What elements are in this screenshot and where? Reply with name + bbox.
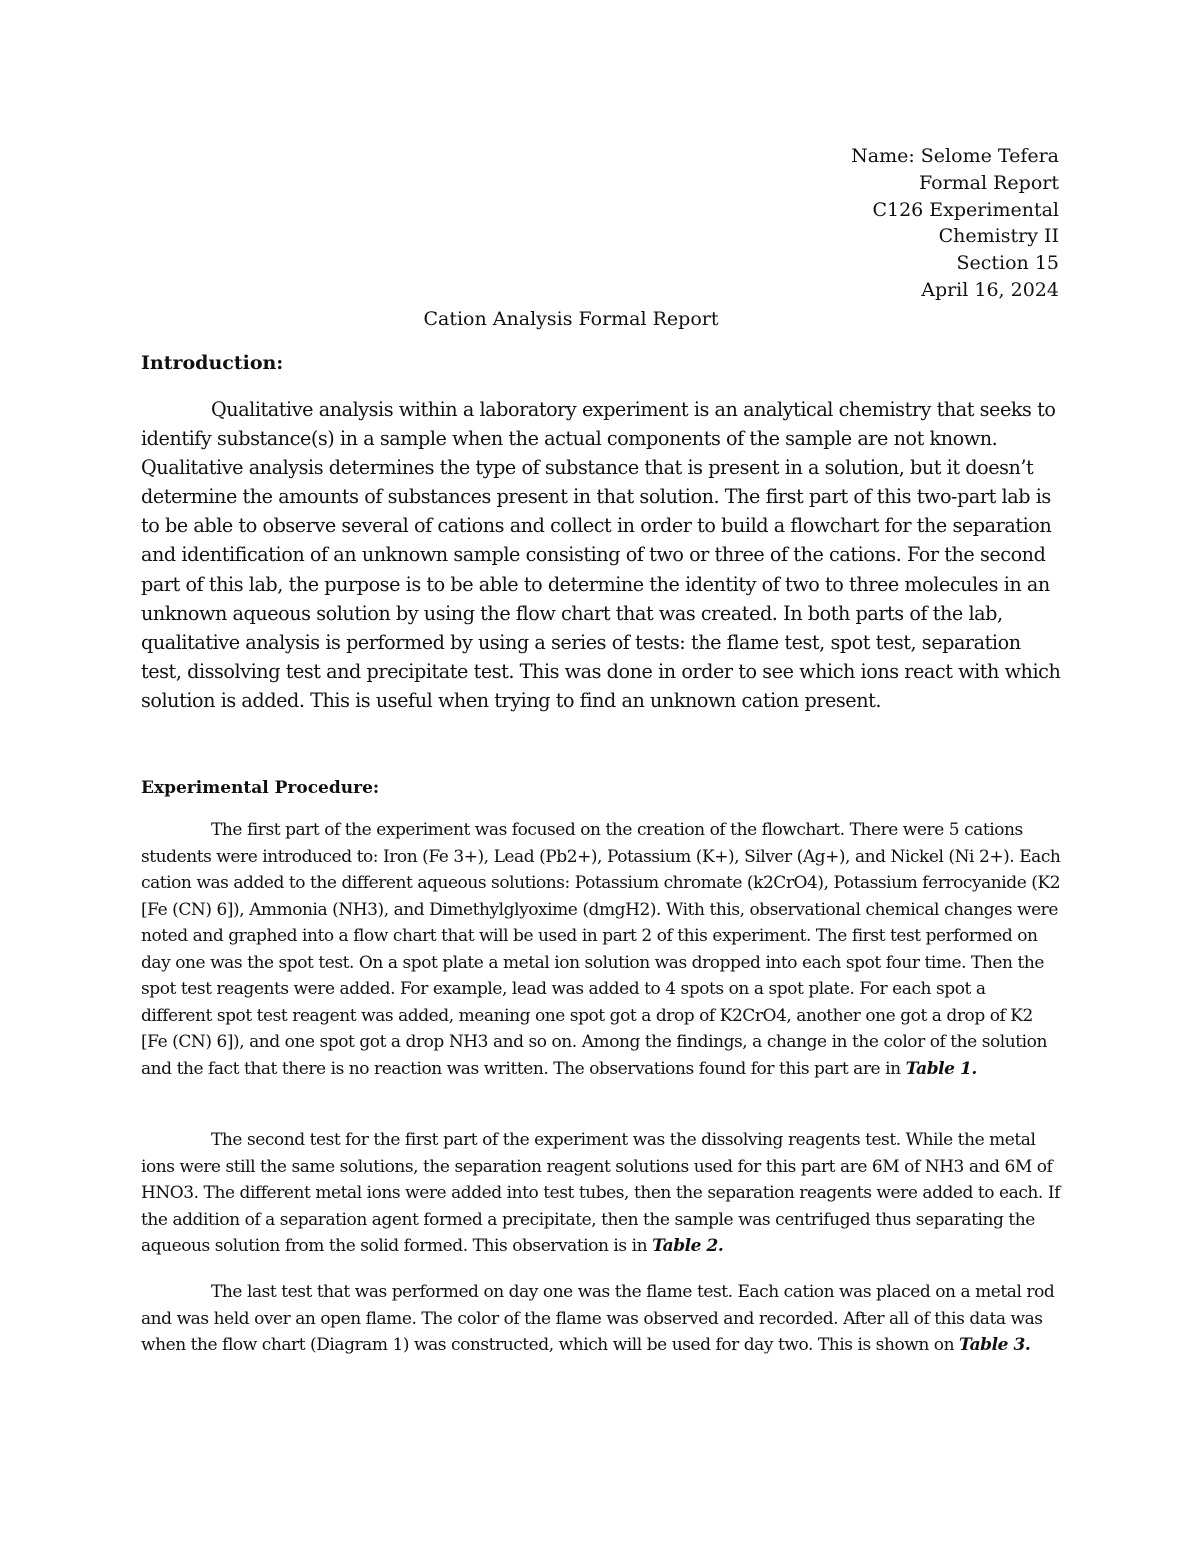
procedure-paragraph-3 bbox=[141, 1279, 1061, 1359]
procedure-heading: Experimental Procedure: bbox=[141, 778, 380, 798]
report-type: Formal Report bbox=[919, 171, 1059, 194]
introduction-paragraph: Qualitative analysis within a laboratory experiment is an analytical chemistry that seeks to identify substance(s) in a sample when the actual components of the sample are not known. Qualitative analysis determines the type of substance that is present in a solution, but it doesn’t determine the amounts of substances present in that solution. The first part of this two-part lab is to be able to observe several of cations and collect in order to build a flowchart for the separation and identification of an unknown sample consisting of two or three of the cations. For the second part of this lab, the purpose is to be able to determine the identity of two to three molecules in an unknown aqueous solution by using the flow chart that was created. In both parts of the lab, qualitative analysis is performed by using a series of tests: the flame test, spot test, separation test, dissolving test and precipitate test. This was done in order to see which ions react with which solution is added. This is useful when trying to find an unknown cation present. bbox=[141, 398, 1061, 712]
procedure-paragraph-2 bbox=[141, 1127, 1061, 1260]
table-3-reference: Table 3. bbox=[959, 1335, 1031, 1355]
author-header bbox=[851, 143, 1059, 304]
report-title: Cation Analysis Formal Report bbox=[423, 308, 719, 330]
table-1-reference: Table 1. bbox=[905, 1058, 977, 1079]
course-name-line1: C126 Experimental bbox=[872, 198, 1059, 221]
course-name-line2: Chemistry II bbox=[938, 225, 1059, 248]
procedure-paragraph-3-text: The last test that was performed on day one was the flame test. Each cation was placed on a metal rod and was held over an open flame. The color of the flame was observed and recorded. After all of this data was when the flow chart (Diagram 1) was constructed, which will be used for day two. This is shown on bbox=[141, 1282, 1055, 1355]
procedure-paragraph-2-text: The second test for the first part of the experiment was the dissolving reagents test. While the metal ions were still the same solutions, the separation reagent solutions used for this part are 6M of NH3 and 6M of HNO3. The different metal ions were added into test tubes, then the separation reagents were added to each. If the addition of a separation agent formed a precipitate, then the sample was centrifuged thus separating the aqueous solution from the solid formed. This observation is in bbox=[141, 1130, 1060, 1256]
section-number: Section 15 bbox=[956, 252, 1059, 275]
procedure-paragraph-1 bbox=[141, 817, 1061, 1082]
table-2-reference: Table 2. bbox=[652, 1236, 724, 1256]
procedure-paragraph-1-text: The first part of the experiment was focused on the creation of the flowchart. There were 5 cations students were introduced to: Iron (Fe 3+), Lead (Pb2+), Potassium (K+), Silver (Ag+), and Nickel (Ni 2+). Each cation was added to the different aqueous solutions: Potassium chromate (k2CrO4), Potassium ferrocyanide (K2 [Fe (CN) 6]), Ammonia (NH3), and Dimethylglyoxime (dmgH2). With this, observational chemical changes were noted and graphed into a flow chart that will be used in part 2 of this experiment. The first test performed on day one was the spot test. On a spot plate a metal ion solution was dropped into each spot four time. Then the spot test reagents were added. For example, lead was added to 4 spots on a spot plate. For each spot a different spot test reagent was added, meaning one spot got a drop of K2CrO4, another one got a drop of K2 [Fe (CN) 6]), and one spot got a drop NH3 and so on. Among the findings, a change in the color of the solution and the fact that there is no reaction was written. The observations found for this part are in bbox=[141, 820, 1061, 1079]
introduction-heading: Introduction: bbox=[141, 352, 284, 374]
report-date: April 16, 2024 bbox=[921, 278, 1059, 301]
author-name: Name: Selome Tefera bbox=[851, 145, 1059, 167]
